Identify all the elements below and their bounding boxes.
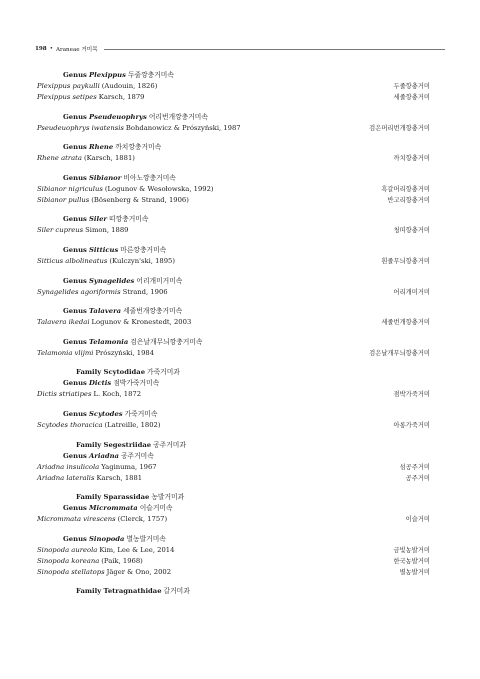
genus-heading xyxy=(37,503,430,514)
genus-name: Pseudeuophrys xyxy=(89,112,147,121)
taxon-block xyxy=(37,492,430,525)
genus-name: Ariadna xyxy=(89,451,119,460)
korean-common-name: 흑갈머리깡충거미 xyxy=(381,185,430,193)
species-entry xyxy=(37,348,154,359)
species-row xyxy=(37,567,430,578)
genus-label: Genus xyxy=(63,112,87,121)
korean-common-name: 아롱가죽거미 xyxy=(393,421,430,429)
family-label: Family xyxy=(76,493,102,502)
korean-common-name: 어리개미거미 xyxy=(393,288,430,296)
genus-korean-name: 두줄깡충거미속 xyxy=(127,71,174,79)
korean-common-name: 흰줄무늬깡충거미 xyxy=(381,257,430,265)
family-label: Family xyxy=(76,440,102,449)
korean-common-name: 섬공주거미 xyxy=(399,463,430,471)
family-name: Segestriidae xyxy=(103,440,152,449)
korean-common-name: 별농발거미 xyxy=(399,568,430,576)
species-entry xyxy=(37,81,157,92)
genus-label: Genus xyxy=(63,379,87,388)
species-entry xyxy=(37,567,171,578)
species-name: Sitticus albolineatus xyxy=(37,256,108,265)
genus-name: Sitticus xyxy=(89,245,119,254)
genus-heading xyxy=(37,409,430,420)
genus-name: Siler xyxy=(89,215,107,224)
section-title: Araneae 거미목 xyxy=(56,47,98,53)
species-name: Sinopoda aureola xyxy=(37,545,98,554)
species-name: Plexippus paykulli xyxy=(37,82,100,90)
genus-heading xyxy=(37,337,430,348)
genus-korean-name: 세줄번개깡충거미속 xyxy=(123,307,183,316)
genus-label: Genus xyxy=(63,143,87,152)
genus-label: Genus xyxy=(63,173,87,182)
genus-heading xyxy=(37,534,430,545)
species-row xyxy=(37,225,430,236)
species-entry xyxy=(37,420,161,431)
genus-korean-name: 가죽거미속 xyxy=(124,409,158,418)
genus-label: Genus xyxy=(63,451,87,460)
family-heading xyxy=(37,367,430,378)
family-heading xyxy=(37,586,430,597)
genus-name: Telamonia xyxy=(89,337,129,346)
genus-name: Micrommata xyxy=(89,504,138,513)
korean-common-name: 세줄깡충거미 xyxy=(393,94,430,101)
genus-heading xyxy=(37,112,430,123)
genus-name: Plexippus xyxy=(89,71,126,79)
genus-label: Genus xyxy=(63,215,87,224)
genus-name: Dictis xyxy=(89,379,112,388)
species-author: Yaginuma, 1967 xyxy=(101,462,157,471)
species-author: (Bösenberg & Strand, 1906) xyxy=(91,195,189,204)
genus-name: Sibianor xyxy=(89,173,122,182)
genus-name: Talavera xyxy=(89,307,122,316)
korean-common-name: 반고리깡충거미 xyxy=(387,196,430,204)
species-row xyxy=(37,420,430,431)
species-name: Dictis striatipes xyxy=(37,390,92,399)
species-name: Rhene atrata xyxy=(37,154,82,163)
family-korean-name: 갈거미과 xyxy=(163,587,190,596)
species-name: Siler cupreus xyxy=(37,226,84,235)
family-label: Family xyxy=(76,587,102,596)
species-row xyxy=(37,123,430,134)
species-row xyxy=(37,184,430,195)
korean-common-name: 이슬거미 xyxy=(405,516,430,524)
species-entry xyxy=(37,123,241,134)
taxon-block xyxy=(37,214,430,236)
genus-korean-name: 비아노깡충거미속 xyxy=(123,173,176,182)
species-entry xyxy=(37,256,175,267)
genus-heading xyxy=(37,173,430,184)
species-author: Simon, 1889 xyxy=(85,226,129,235)
taxon-block xyxy=(37,440,430,484)
species-row xyxy=(37,514,430,525)
species-author: Karsch, 1879 xyxy=(98,93,145,101)
taxon-block xyxy=(37,306,430,328)
species-author: (Karsch, 1881) xyxy=(83,154,135,163)
species-entry xyxy=(37,514,167,525)
genus-korean-name: 점박가죽거미속 xyxy=(113,379,160,388)
taxon-block xyxy=(37,276,430,298)
species-entry xyxy=(37,287,168,298)
species-row xyxy=(37,473,430,484)
species-author: Strand, 1906 xyxy=(122,287,168,296)
family-korean-name: 가죽거미과 xyxy=(147,368,180,377)
species-author: L. Koch, 1872 xyxy=(93,390,142,399)
genus-name: Scytodes xyxy=(89,409,123,418)
species-row xyxy=(37,153,430,164)
taxon-block xyxy=(37,409,430,431)
korean-common-name: 두줄깡충거미 xyxy=(393,83,430,90)
species-author: Karsch, 1881 xyxy=(96,473,143,482)
genus-label: Genus xyxy=(63,71,87,79)
korean-common-name: 세줄번개깡충거미 xyxy=(381,319,430,327)
family-heading xyxy=(37,492,430,503)
taxon-block xyxy=(37,112,430,134)
korean-common-name: 금빛농발거미 xyxy=(393,546,430,554)
family-name: Tetragnathidae xyxy=(103,587,162,596)
family-label: Family xyxy=(76,368,102,377)
genus-label: Genus xyxy=(63,504,87,513)
genus-label: Genus xyxy=(63,245,87,254)
species-row xyxy=(37,348,430,359)
species-name: Telamonia vlijmi xyxy=(37,348,94,357)
genus-korean-name: 어리번개깡충거미속 xyxy=(148,112,208,121)
species-entry xyxy=(37,317,191,328)
genus-heading xyxy=(37,245,430,256)
species-author: (Clerck, 1757) xyxy=(117,515,168,524)
genus-name: Rhene xyxy=(89,143,114,152)
species-entry xyxy=(37,225,128,236)
page-number: 198 xyxy=(35,46,47,52)
species-entry xyxy=(37,473,142,484)
species-entry xyxy=(37,184,214,195)
species-entry xyxy=(37,153,135,164)
species-list xyxy=(37,70,430,606)
species-author: Logunov & Kronestedt, 2003 xyxy=(91,318,192,327)
species-name: Pseudeuophrys iwatensis xyxy=(37,123,124,132)
genus-korean-name: 별농발거미속 xyxy=(126,534,166,543)
genus-name: Sinopoda xyxy=(89,534,125,543)
genus-heading xyxy=(37,214,430,225)
genus-korean-name: 어리개미거미속 xyxy=(136,276,183,285)
korean-common-name: 공주거미 xyxy=(405,474,430,482)
species-author: Prószyński, 1984 xyxy=(95,348,155,357)
genus-label: Genus xyxy=(63,276,87,285)
genus-label: Genus xyxy=(63,534,87,543)
taxon-block xyxy=(37,534,430,578)
species-name: Sinopoda koreana xyxy=(37,556,100,565)
genus-heading xyxy=(37,306,430,317)
genus-korean-name: 검은날개무늬깡충거미속 xyxy=(130,337,203,346)
species-name: Scytodes thoracica xyxy=(37,420,103,429)
genus-label: Genus xyxy=(63,307,87,316)
header-separator: • xyxy=(49,46,53,52)
taxon-block xyxy=(37,337,430,359)
genus-label: Genus xyxy=(63,337,87,346)
species-row xyxy=(37,545,430,556)
korean-common-name: 검은머리번개깡충거미 xyxy=(369,124,430,132)
korean-common-name: 까치깡충거미 xyxy=(393,155,430,163)
species-row xyxy=(37,556,430,567)
species-author: Jäger & Ono, 2002 xyxy=(106,567,172,576)
species-name: Talavera ikedai xyxy=(37,318,90,327)
genus-heading xyxy=(37,276,430,287)
family-name: Scytodidae xyxy=(103,368,146,377)
species-row xyxy=(37,256,430,267)
header-rule xyxy=(104,49,445,50)
genus-korean-name: 이슬거미속 xyxy=(139,504,173,513)
species-name: Plexippus setipes xyxy=(37,93,97,101)
species-entry xyxy=(37,462,157,473)
taxon-block xyxy=(37,70,430,103)
species-entry xyxy=(37,545,174,556)
species-name: Ariadna insulicola xyxy=(37,462,100,471)
species-name: Micrommata virescens xyxy=(37,515,116,524)
taxon-block xyxy=(37,586,430,597)
species-name: Sibianor pullus xyxy=(37,195,90,204)
page-header xyxy=(35,44,445,54)
genus-korean-name: 마른깡충거미속 xyxy=(120,245,167,254)
taxon-block xyxy=(37,173,430,206)
species-row xyxy=(37,195,430,206)
genus-heading xyxy=(37,451,430,462)
species-row xyxy=(37,389,430,400)
family-name: Sparassidae xyxy=(103,493,150,502)
korean-common-name: 점박가죽거미 xyxy=(393,391,430,399)
taxon-block xyxy=(37,245,430,267)
genus-label: Genus xyxy=(63,409,87,418)
species-name: Synagelides agoriformis xyxy=(37,287,121,296)
korean-common-name: 검은날개무늬깡충거미 xyxy=(369,349,430,357)
genus-korean-name: 공주거미속 xyxy=(120,451,154,460)
species-row xyxy=(37,462,430,473)
genus-heading xyxy=(37,378,430,389)
species-name: Sinopoda stellatops xyxy=(37,567,105,576)
family-heading xyxy=(37,440,430,451)
species-entry xyxy=(37,556,143,567)
species-entry xyxy=(37,92,144,103)
genus-heading xyxy=(37,142,430,153)
genus-korean-name: 띠깡충거미속 xyxy=(109,215,149,224)
species-row xyxy=(37,81,430,92)
genus-name: Synagelides xyxy=(89,276,135,285)
species-author: (Logunov & Wesołowska, 1992) xyxy=(104,184,214,193)
species-entry xyxy=(37,195,189,206)
genus-heading xyxy=(37,70,430,81)
species-author: Bohdanowicz & Prószyński, 1987 xyxy=(125,123,241,132)
species-row xyxy=(37,317,430,328)
species-author: Kim, Lee & Lee, 2014 xyxy=(99,545,175,554)
species-author: (Paik, 1968) xyxy=(101,556,143,565)
species-row xyxy=(37,287,430,298)
species-entry xyxy=(37,389,141,400)
species-author: (Audouin, 1826) xyxy=(101,82,158,90)
taxon-block xyxy=(37,142,430,164)
family-korean-name: 농발거미과 xyxy=(151,493,185,502)
korean-common-name: 한국농발거미 xyxy=(393,557,430,565)
species-author: (Latreille, 1802) xyxy=(104,420,161,429)
korean-common-name: 청띠깡충거미 xyxy=(393,227,430,235)
family-korean-name: 공주거미과 xyxy=(153,440,186,449)
species-author: (Kulczyn'ski, 1895) xyxy=(109,256,176,265)
species-name: Ariadna lateralis xyxy=(37,473,95,482)
taxon-block xyxy=(37,367,430,400)
species-name: Sibianor nigriculus xyxy=(37,184,103,193)
species-row xyxy=(37,92,430,103)
genus-korean-name: 까치깡충거미속 xyxy=(115,143,162,152)
